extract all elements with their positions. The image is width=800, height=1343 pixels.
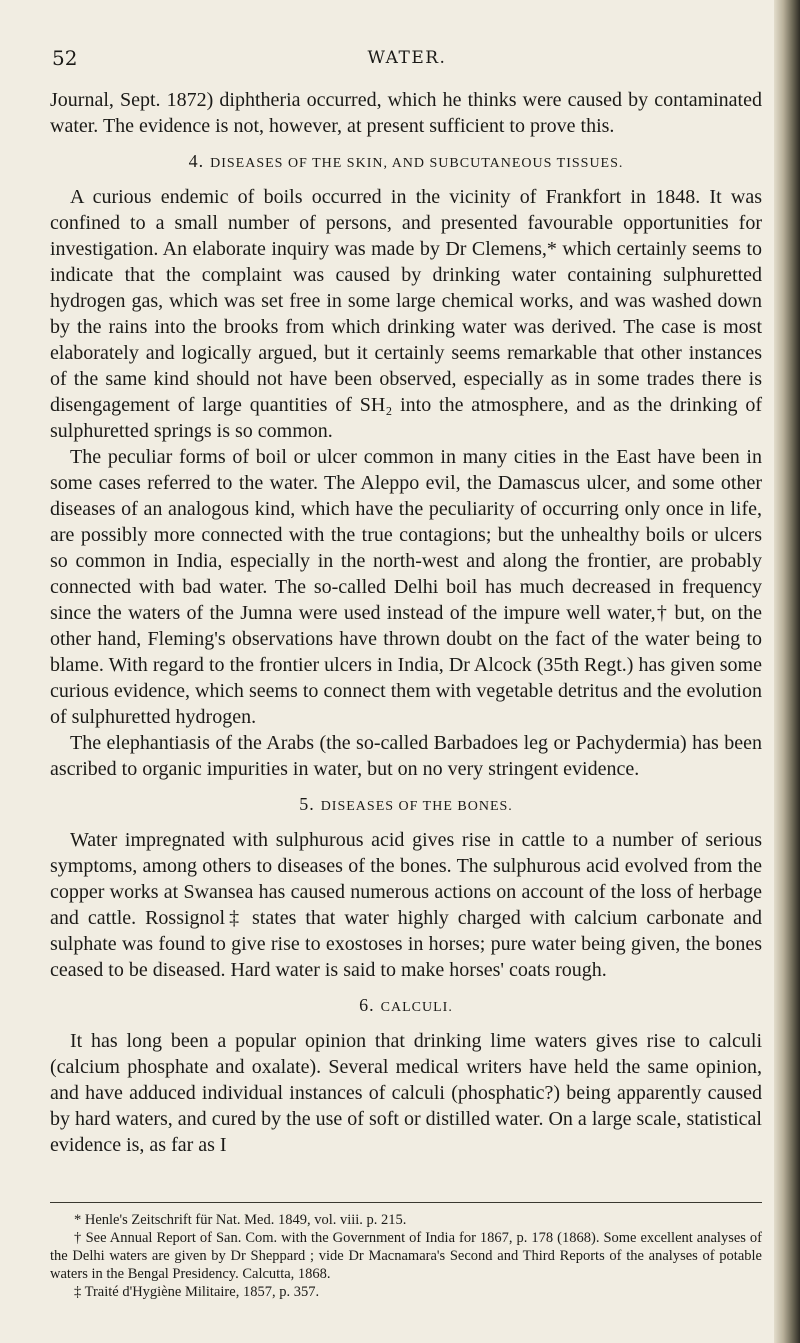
intro-paragraph: Journal, Sept. 1872) diphtheria occurred, which he thinks were caused by contaminated water. The evidence is not, however, at present sufficient to prove this.: [50, 89, 762, 137]
page-number: 52: [52, 46, 78, 70]
paragraph: It has long been a popular opinion that drinking lime waters gives rise to calculi (calcium phosphate and oxalate). Several medical writers have held the same opinion, and have adduced individual instances of calculi (phosphatic?) being apparently caused by hard waters, and cured by the use of soft or distilled water. On a large scale, statistical evidence is, as far as I: [50, 1030, 762, 1156]
paragraph: Water impregnated with sulphurous acid gives rise in cattle to a number of serious symptoms, among others to diseases of the bones. The sulphurous acid evolved from the copper works at Swansea has caused numerous actions on account of the loss of herbage and cattle. Rossignol‡ states that water highly charged with calcium carbonate and sulphate was found to give rise to exostoses in horses; pure water being given, the bones ceased to be diseased. Hard water is said to make horses' coats rough.: [50, 829, 762, 981]
section-title: DISEASES OF THE BONES.: [320, 799, 513, 814]
page-edge-shadow: [774, 0, 800, 1343]
footnote: † See Annual Report of San. Com. with the Government of India for 1867, p. 178 (1868). Some excellent analyses of the Delhi waters are given by Dr Sheppard ; vide Dr Macnamara's Second and Third Reports of the analyses of potable waters in the Bengal Presidency. Calcutta, 1868.: [50, 1230, 762, 1282]
section-title: DISEASES OF THE SKIN, AND SUBCUTANEOUS TISSUES.: [210, 156, 624, 171]
section-heading-calculi: [50, 995, 762, 1018]
footnote: ‡ Traité d'Hygiène Militaire, 1857, p. 357.: [74, 1284, 320, 1300]
paragraph: The peculiar forms of boil or ulcer common in many cities in the East have been in some cases referred to the water. The Aleppo evil, the Damascus ulcer, and some other diseases of an analogous kind, which have the peculiarity of occurring only once in life, are possibly more connected with the true contagions; but the unhealthy boils or ulcers so common in India, especially in the north-west and along the frontier, are probably connected with bad water. The so-called Delhi boil has much decreased in frequency since the waters of the Jumna were used instead of the impure well water,† but, on the other hand, Fleming's observations have thrown doubt on the fact of the water being to blame. With regard to the frontier ulcers in India, Dr Alcock (35th Regt.) has given some curious evidence, which seems to connect them with vegetable detritus and the evolution of sulphuretted hydrogen.: [50, 446, 762, 728]
section-number: 4.: [188, 151, 205, 171]
body-text: [50, 87, 762, 1158]
section-number: 6.: [359, 995, 375, 1015]
section-number: 5.: [299, 794, 315, 814]
running-head: WATER.: [367, 48, 447, 68]
section-title: CALCULI.: [380, 1000, 453, 1015]
paragraph: The elephantiasis of the Arabs (the so-called Barbadoes leg or Pachydermia) has been ascribed to organic impurities in water, but on no very stringent evidence.: [50, 732, 762, 780]
section-heading-skin: [50, 151, 762, 174]
section-heading-bones: [50, 794, 762, 817]
footnote: * Henle's Zeitschrift für Nat. Med. 1849, vol. viii. p. 215.: [74, 1212, 407, 1228]
paragraph: A curious endemic of boils occurred in the vicinity of Frankfort in 1848. It was confined to a small number of persons, and presented favourable opportunities for investigation. An elaborate inquiry was made by Dr Clemens,* which certainly seems to indicate that the complaint was caused by drinking water containing sulphuretted hydrogen gas, which was set free in some large chemical works, and was washed down by the rains into the brooks from which drinking water was derived. The case is most elaborately and logically argued, but it certainly seems remarkable that other instances of the same kind should not have been observed, especially as in some trades there is disengagement of large quantities of SH₂ into the atmosphere, and as the drinking of sulphuretted springs is so common.: [50, 186, 762, 442]
page-header: [52, 46, 762, 70]
footnotes: [50, 1202, 762, 1301]
